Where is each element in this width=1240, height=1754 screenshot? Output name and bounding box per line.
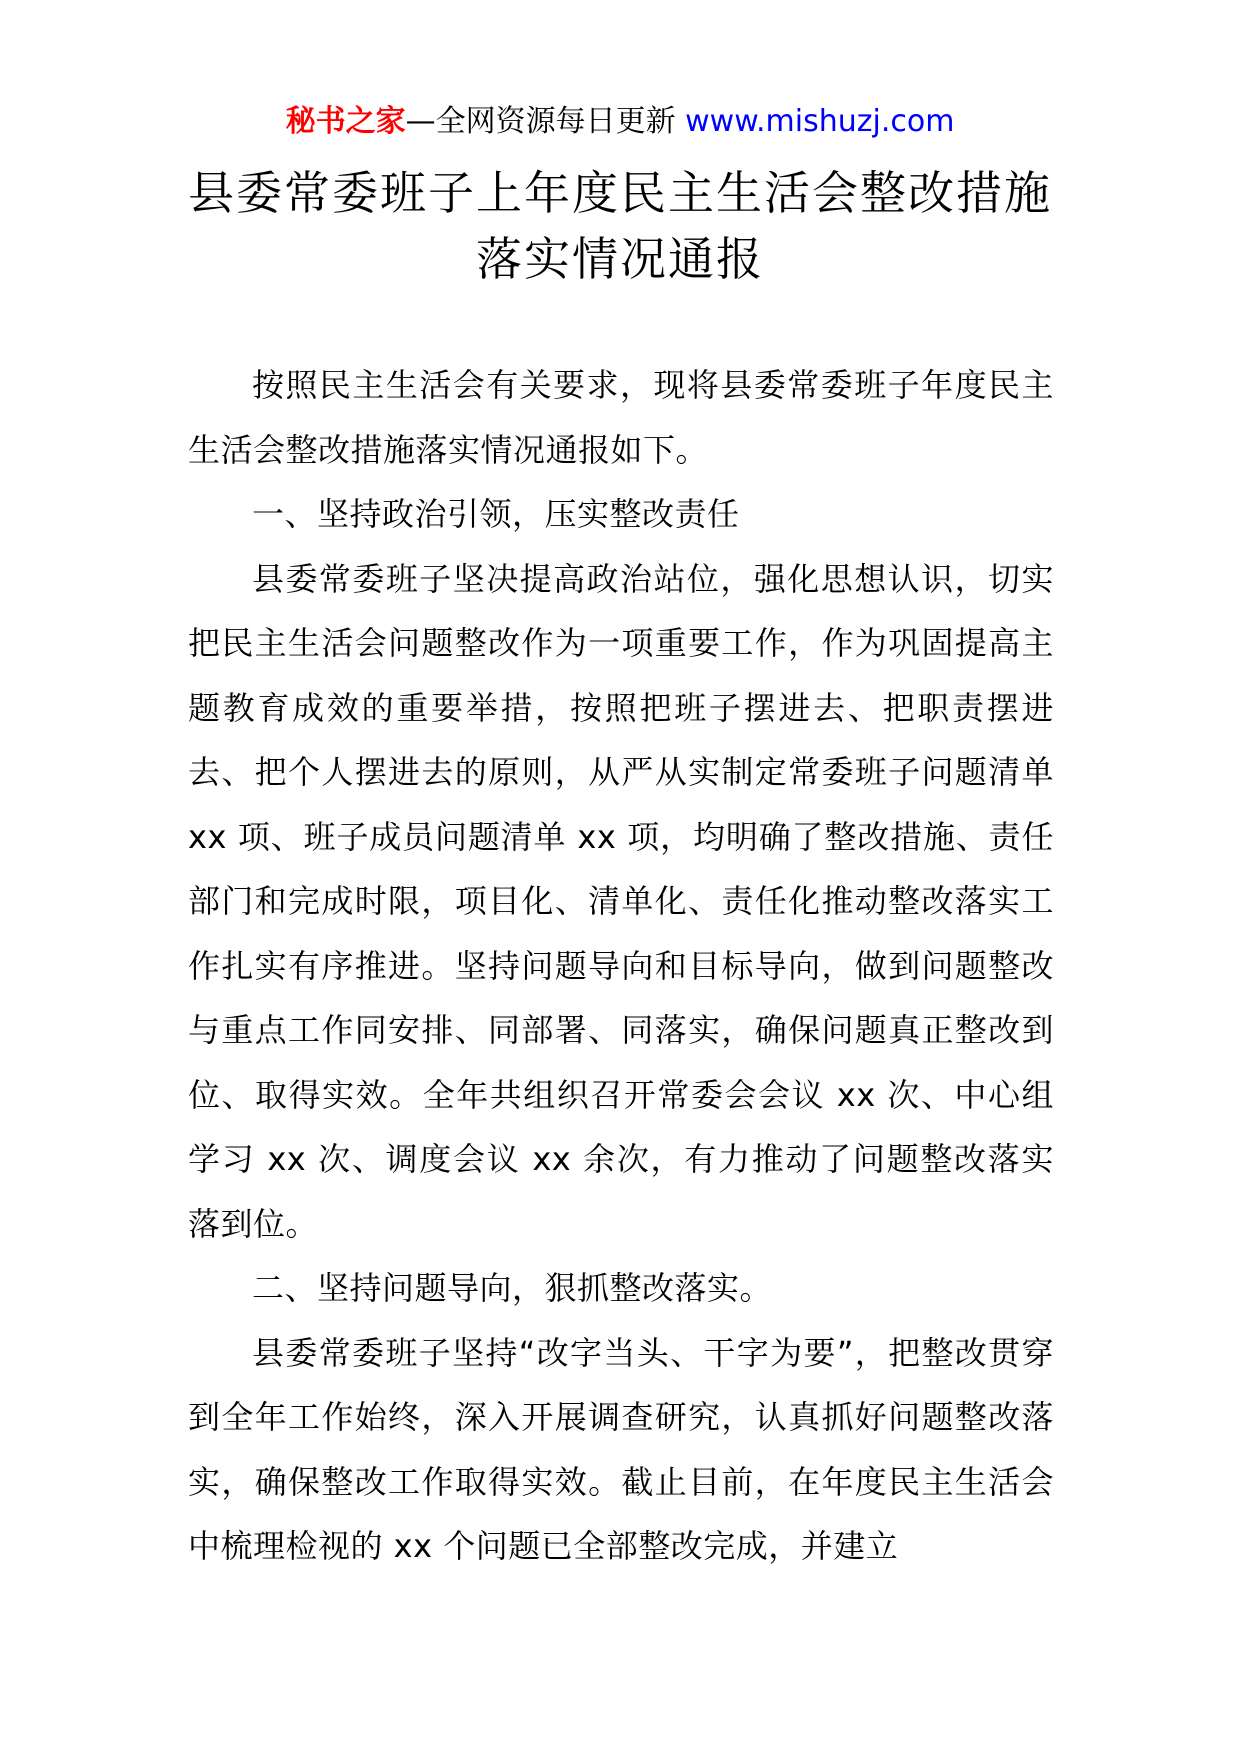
document-title [0, 160, 1240, 292]
intro-paragraph: 按照民主生活会有关要求，现将县委常委班子年度民主生活会整改措施落实情况通报如下。 [188, 366, 1054, 469]
document-body [188, 353, 1054, 1579]
section-heading-2: 二、坚持问题导向，狠抓整改落实。 [252, 1269, 773, 1307]
section-heading-1: 一、坚持政治引领，压实整改责任 [252, 495, 740, 533]
body-paragraph-2: 县委常委班子坚持“改字当头、干字为要”，把整改贯穿到全年工作始终，深入开展调查研究，认真抓好问题整改落实，确保整改工作取得实效。截止目前，在年度民主生活会中梳理检视的 xx 个问题已全部整改完成，并建立 [188, 1333, 1054, 1565]
header-url-link[interactable]: www.mishuzj.com [685, 104, 955, 139]
site-header [0, 100, 1240, 144]
header-brand: 秘书之家 [285, 104, 406, 139]
title-line-1: 县委常委班子上年度民主生活会整改措施 [188, 166, 1052, 220]
body-paragraph-1: 县委常委班子坚决提高政治站位，强化思想认识，切实把民主生活会问题整改作为一项重要工作，作为巩固提高主题教育成效的重要举措，按照把班子摆进去、把职责摆进去、把个人摆进去的原则，从严从实制定常委班子问题清单 xx 项、班子成员问题清单 xx 项，均明确了整改措施、责任部门和完成时限，项目化、清单化、责任化推动整改落实工作扎实有序推进。坚持问题导向和目标导向，做到问题整改与重点工作同安排、同部署、同落实，确保问题真正整改到位、取得实效。全年共组织召开常委会会议 xx 次、中心组学习 xx 次、调度会议 xx 余次，有力推动了问题整改落实落到位。 [188, 559, 1054, 1243]
header-slogan: —全网资源每日更新 [405, 104, 686, 139]
title-line-2: 落实情况通报 [476, 232, 764, 286]
